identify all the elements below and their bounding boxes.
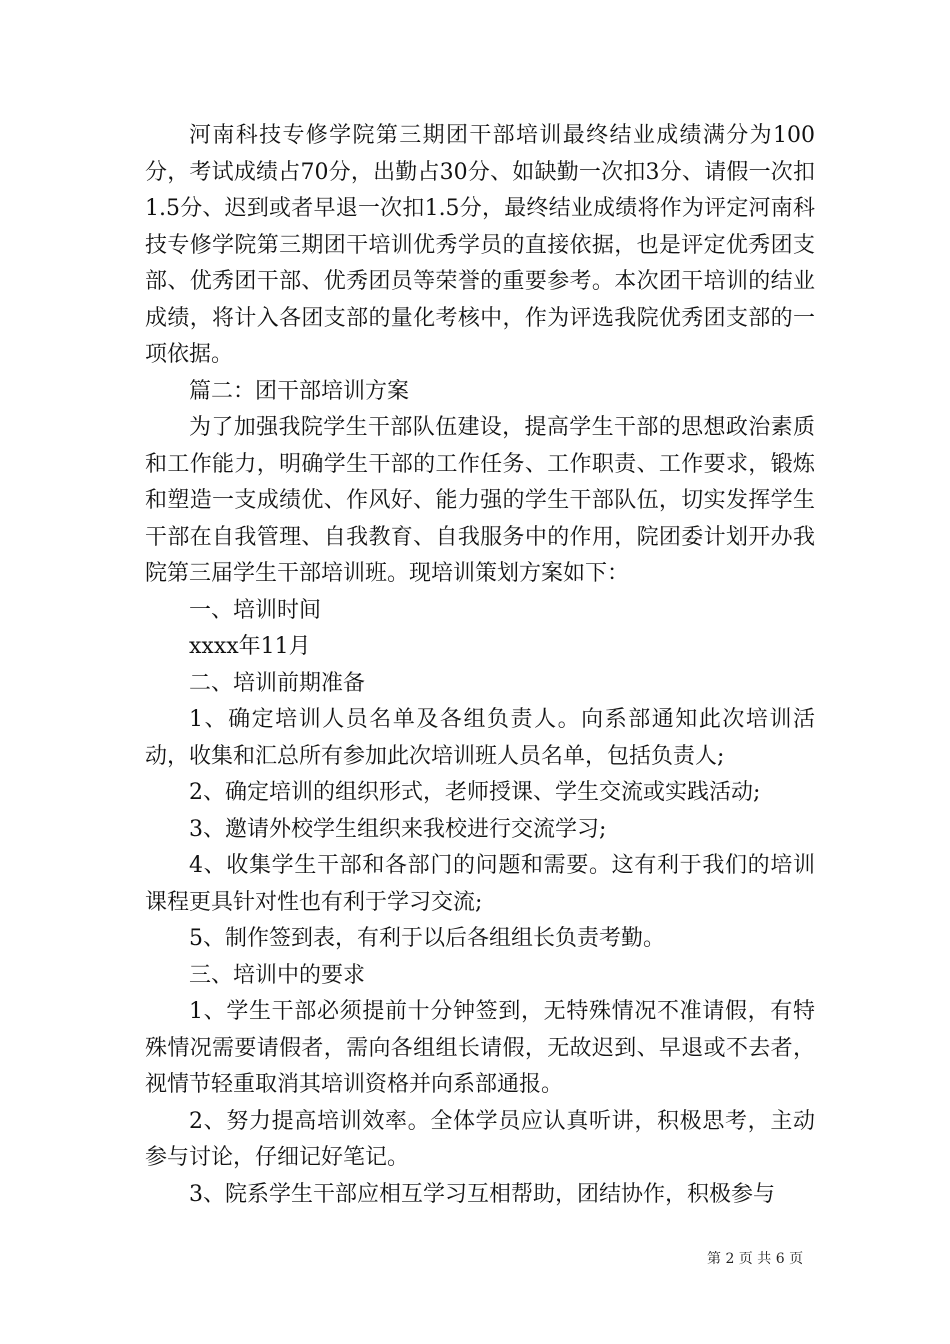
list-item: 3、院系学生干部应相互学习互相帮助，团结协作，积极参与 (189, 1181, 775, 1207)
section-heading: 一、培训时间 (189, 597, 322, 623)
section-heading: 篇二：团干部培训方案 (189, 378, 410, 404)
document-body (145, 118, 815, 1213)
section-heading: 二、培训前期准备 (189, 670, 366, 696)
paragraph: xxxx年11月 (189, 634, 311, 659)
paragraph: 河南科技专修学院第三期团干部培训最终结业成绩满分为100分，考试成绩占70分，出勤占30分、如缺勤一次扣3分、请假一次扣1.5分、迟到或者早退一次扣1.5分，最终结业成绩将作为评定河南科技专修学院第三期团干培训优秀学员的直接依据，也是评定优秀团支部、优秀团干部、优秀团员等荣誉的重要参考。本次团干培训的结业成绩，将计入各团支部的量化考核中，作为评选我院优秀团支部的一项依据。 (145, 123, 815, 367)
list-item: 4、收集学生干部和各部门的问题和需要。这有利于我们的培训课程更具针对性也有利于学习交流; (145, 853, 815, 915)
list-item: 1、确定培训人员名单及各组负责人。向系部通知此次培训活动，收集和汇总所有参加此次培训班人员名单，包括负责人; (145, 707, 815, 769)
list-item: 3、邀请外校学生组织来我校进行交流学习; (189, 816, 607, 842)
section-heading: 三、培训中的要求 (189, 962, 366, 988)
list-item: 1、学生干部必须提前十分钟签到，无特殊情况不准请假，有特殊情况需要请假者，需向各组组长请假，无故迟到、早退或不去者，视情节轻重取消其培训资格并向系部通报。 (145, 999, 815, 1097)
paragraph: 为了加强我院学生干部队伍建设，提高学生干部的思想政治素质和工作能力，明确学生干部的工作任务、工作职责、工作要求，锻炼和塑造一支成绩优、作风好、能力强的学生干部队伍，切实发挥学生干部在自我管理、自我教育、自我服务中的作用，院团委计划开办我院第三届学生干部培训班。现培训策划方案如下： (145, 415, 815, 586)
list-item: 5、制作签到表，有利于以后各组组长负责考勤。 (189, 926, 665, 951)
list-item: 2、努力提高培训效率。全体学员应认真听讲，积极思考，主动参与讨论，仔细记好笔记。 (145, 1108, 815, 1170)
page-number-footer: 第 2 页 共 6 页 (707, 1251, 804, 1267)
list-item: 2、确定培训的组织形式，老师授课、学生交流或实践活动; (189, 780, 761, 805)
